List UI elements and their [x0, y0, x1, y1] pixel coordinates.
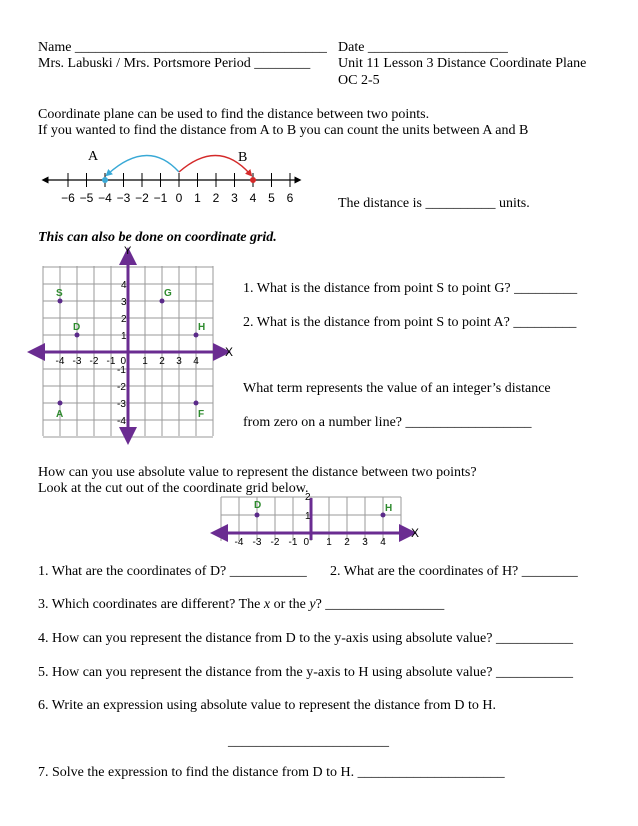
point-h-label: H	[198, 322, 206, 333]
number-line-tick-label: 1	[194, 191, 201, 205]
cutout-x-tick-label: 1	[326, 537, 332, 548]
cutout-x-tick-label: 2	[344, 537, 350, 548]
x-axis-label: X	[225, 345, 234, 359]
point-d-label: D	[73, 322, 81, 333]
x-tick-label: -1	[106, 356, 116, 367]
y-tick-label: 2	[121, 314, 127, 325]
question-6: 6. Write an expression using absolute value to represent the distance from D to H.	[38, 698, 496, 713]
number-line-tick-label: 6	[286, 191, 294, 205]
question-3: 3. Which coordinates are different? The x or the y? _________________	[38, 597, 445, 612]
number-line-tick-label: 3	[231, 191, 238, 205]
cutout-x-tick-label: 3	[362, 537, 368, 548]
number-line-tick-label: −2	[135, 191, 149, 205]
y-tick-label: -4	[117, 416, 126, 427]
grid-heading: This can also be done on coordinate grid.	[38, 230, 277, 245]
teacher-period-line: Mrs. Labuski / Mrs. Portsmore Period ________	[38, 56, 311, 71]
question-7: 7. Solve the expression to find the distance from D to H. _____________________	[38, 765, 505, 780]
y-tick-label: 1	[121, 331, 127, 342]
point-s-label: S	[56, 288, 63, 299]
question-1: 1. What are the coordinates of D? ___________	[38, 564, 307, 579]
x-tick-label: 2	[159, 356, 165, 367]
number-line-tick-label: −4	[98, 191, 112, 205]
grid-question-2: 2. What is the distance from point S to point A? _________	[243, 315, 577, 330]
number-line-tick-label: 0	[175, 191, 183, 205]
number-line-label-b: B	[238, 150, 248, 165]
cutout-intro-1: How can you use absolute value to represent the distance between two points?	[38, 465, 477, 480]
question-4: 4. How can you represent the distance from D to the y-axis using absolute value? ___________	[38, 631, 573, 646]
x-tick-label: 4	[193, 356, 199, 367]
question-6-answer-line: _______________________	[228, 734, 389, 749]
number-line-tick-label: 5	[268, 191, 275, 205]
oc-code: OC 2-5	[338, 73, 380, 88]
cutout-y-tick-2: 2	[305, 492, 311, 503]
y-tick-label: 4	[121, 280, 127, 291]
cutout-origin-label: 0	[303, 537, 309, 548]
number-line-label-a: A	[88, 149, 99, 164]
intro-line-1: Coordinate plane can be used to find the distance between two points.	[38, 107, 430, 122]
number-line-tick-label: −6	[61, 191, 75, 205]
grid-question-1: 1. What is the distance from point S to point G? _________	[243, 281, 578, 296]
y-tick-label: -2	[117, 382, 126, 393]
number-line-tick-label: −5	[79, 191, 94, 205]
y-tick-label: -3	[117, 399, 126, 410]
origin-label: 0	[120, 356, 126, 367]
grid-question-3b: from zero on a number line? __________________	[243, 415, 532, 430]
name-line: Name ____________________________________	[38, 40, 327, 55]
x-tick-label: -2	[89, 356, 99, 367]
question-2: 2. What are the coordinates of H? ________	[330, 564, 578, 579]
y-axis-label: Y	[124, 245, 132, 257]
y-tick-label: -1	[117, 365, 126, 376]
cutout-point-h-label: H	[385, 503, 393, 514]
date-line: Date ____________________	[338, 40, 508, 55]
x-tick-label: 3	[176, 356, 182, 367]
cutout-y-tick-1: 1	[305, 511, 311, 522]
cutout-x-tick-label: -4	[234, 537, 244, 548]
cutout-x-tick-label: -1	[288, 537, 298, 548]
x-tick-label: -4	[55, 356, 65, 367]
point-g-label: G	[164, 288, 172, 299]
x-tick-label: 1	[142, 356, 148, 367]
number-line-tick-label: −3	[116, 191, 131, 205]
intro-line-2: If you wanted to find the distance from A to B you can count the units between A and B	[38, 123, 529, 138]
question-5: 5. How can you represent the distance from the y-axis to H using absolute value? ___________	[38, 665, 573, 680]
point-a-label: A	[56, 409, 64, 420]
number-line-tick-label: −1	[153, 191, 168, 205]
number-line-answer: The distance is __________ units.	[338, 196, 530, 211]
grid-question-3a: What term represents the value of an integer’s distance	[243, 381, 551, 396]
cutout-x-tick-label: -2	[270, 537, 280, 548]
cutout-x-tick-label: 4	[380, 537, 386, 548]
number-line-tick-label: 4	[249, 191, 257, 205]
cutout-intro-2: Look at the cut out of the coordinate grid below.	[38, 481, 309, 496]
cutout-x-axis-label: X	[411, 526, 420, 540]
number-line-tick-label: 2	[212, 191, 220, 205]
x-tick-label: -3	[72, 356, 82, 367]
unit-title: Unit 11 Lesson 3 Distance Coordinate Plane	[338, 56, 587, 71]
cutout-point-d-marker	[255, 513, 260, 518]
cutout-x-tick-label: -3	[252, 537, 262, 548]
y-tick-label: 3	[121, 297, 127, 308]
cutout-point-d-label: D	[254, 500, 262, 511]
point-f-label: F	[198, 409, 205, 420]
